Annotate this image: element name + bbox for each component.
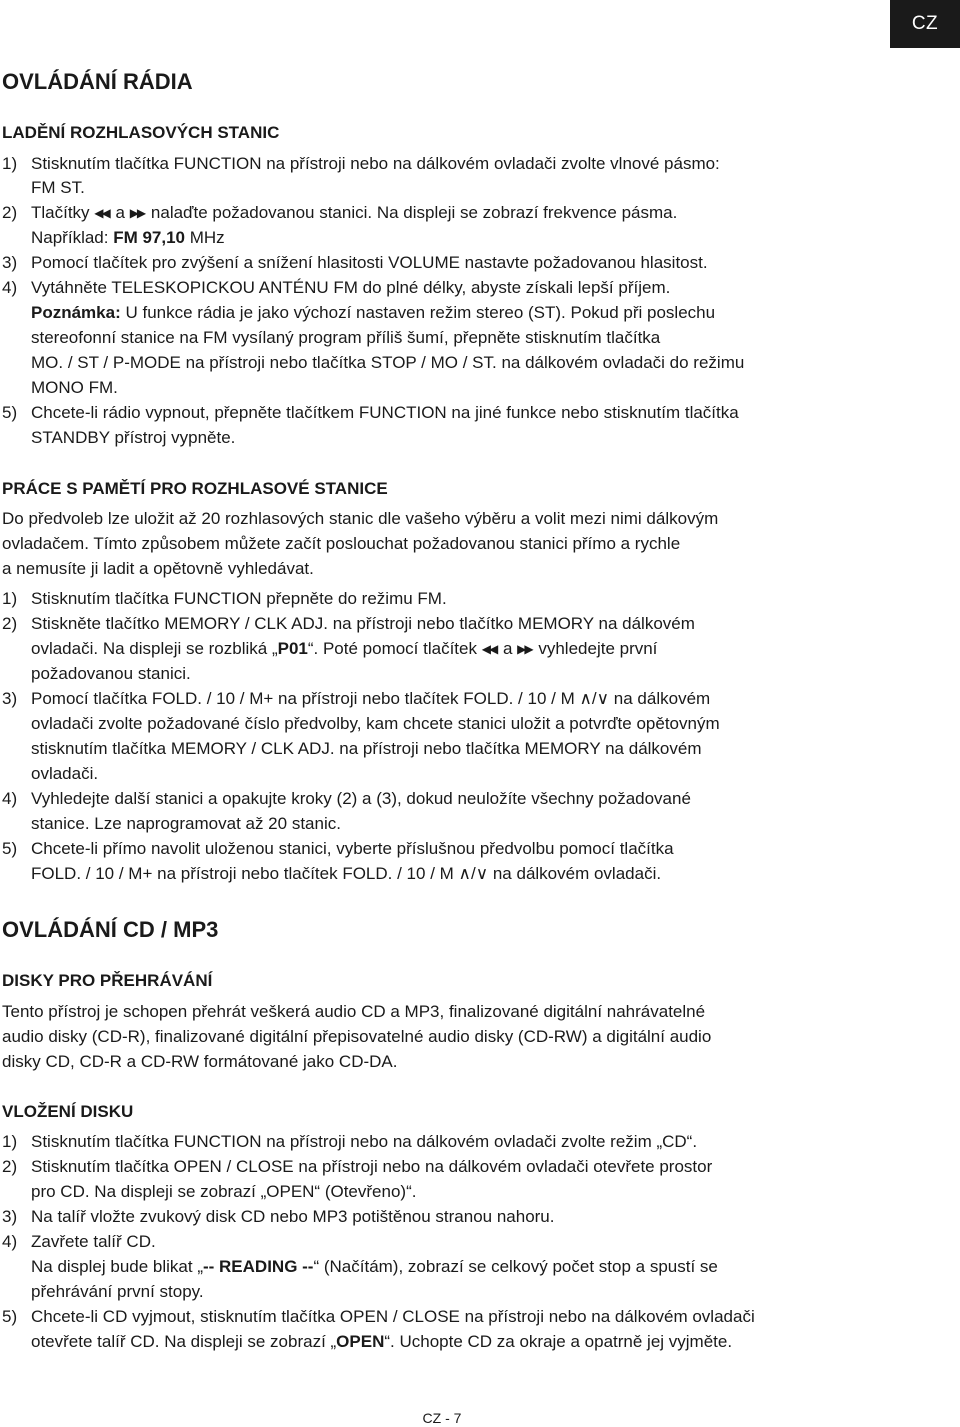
section-title-radio: OVLÁDÁNÍ RÁDIA [2, 69, 193, 94]
insert-step-2-cont: pro CD. Na displeji se zobrazí „OPEN“ (Otevřeno)“. [31, 1182, 417, 1201]
skip-back-icon: ◀◀ [481, 642, 497, 656]
memory-step-2-cont [31, 637, 657, 661]
step-number: 4) [2, 789, 18, 808]
memory-step-2-pre: ovladači. Na displeji se rozbliká „ [31, 639, 278, 658]
tuning-step-1-cont: FM ST. [31, 178, 85, 197]
language-tab: CZ [890, 0, 960, 48]
insert-step-5-cont [31, 1330, 732, 1354]
open-display-text: OPEN [336, 1332, 385, 1351]
open-pre: otevřete talíř CD. Na displeji se zobrazí „ [31, 1332, 337, 1351]
tuning-step-2-post: nalaďte požadovanou stanici. Na displeji se zobrazí frekvence pásma. [150, 203, 678, 222]
memory-intro: a nemusíte ji ladit a opětovně vyhledávat. [2, 559, 314, 578]
reading-display-text: -- READING -- [202, 1257, 314, 1276]
tuning-note-cont: stereofonní stanice na FM vysílaný program příliš šumí, přepněte stisknutím tlačítka [31, 328, 661, 347]
step-number: 2) [2, 614, 18, 633]
step-number: 2) [2, 203, 18, 222]
step-number: 2) [2, 1157, 18, 1176]
section-title-insert: VLOŽENÍ DISKU [2, 1102, 134, 1121]
memory-step-2-mid: a [502, 639, 513, 658]
memory-step-4: Vyhledejte další stanici a opakujte kroky (2) a (3), dokud neuložíte všechny požadované [31, 789, 691, 808]
section-title-cd: OVLÁDÁNÍ CD / MP3 [2, 917, 219, 942]
memory-step-3-cont: ovladači zvolte požadované číslo předvolby, kam chcete stanici uložit a potvrďte opětovným [31, 714, 720, 733]
tuning-step-2-pre: Tlačítky [31, 203, 90, 222]
memory-step-5: Chcete-li přímo navolit uloženou stanici, vyberte příslušnou předvolbu pomocí tlačítka [31, 839, 674, 858]
step-number: 1) [2, 154, 18, 173]
step-number: 3) [2, 253, 18, 272]
memory-step-3-cont: ovladači. [31, 764, 99, 783]
memory-step-5-cont: FOLD. / 10 / M+ na přístroji nebo tlačítek FOLD. / 10 / M ∧/∨ na dálkovém ovladači. [31, 864, 662, 883]
step-number: 1) [2, 589, 18, 608]
step-number: 5) [2, 1307, 18, 1326]
preset-code: P01 [277, 639, 308, 658]
insert-step-5: Chcete-li CD vyjmout, stisknutím tlačítka OPEN / CLOSE na přístroji nebo na dálkovém ovladači [31, 1307, 755, 1326]
step-number: 4) [2, 278, 18, 297]
example-unit: MHz [185, 228, 225, 247]
memory-step-2: Stiskněte tlačítko MEMORY / CLK ADJ. na přístroji nebo tlačítko MEMORY na dálkovém [31, 614, 695, 633]
tuning-note-cont: MONO FM. [31, 378, 118, 397]
tuning-step-5: Chcete-li rádio vypnout, přepněte tlačítkem FUNCTION na jiné funkce nebo stisknutím tlačítka [31, 403, 739, 422]
skip-forward-icon: ▶▶ [517, 642, 532, 656]
insert-step-2: Stisknutím tlačítka OPEN / CLOSE na přístroji nebo na dálkovém ovladači otevřete prostor [31, 1157, 713, 1176]
discs-paragraph: Tento přístroj je schopen přehrát veškerá audio CD a MP3, finalizované digitální nahrávatelné [2, 1002, 706, 1021]
skip-forward-icon: ▶▶ [129, 206, 145, 220]
step-number: 3) [2, 1207, 18, 1226]
reading-post: “ (Načítám), zobrazí se celkový počet stop a spustí se [313, 1257, 718, 1276]
section-title-tuning: LADĚNÍ ROZHLASOVÝCH STANIC [2, 123, 280, 142]
tuning-note-cont: MO. / ST / P-MODE na přístroji nebo tlačítka STOP / MO / ST. na dálkovém ovladači do režimu [31, 353, 745, 372]
step-number: 3) [2, 689, 18, 708]
insert-step-4-cont [31, 1255, 718, 1279]
memory-step-3: Pomocí tlačítka FOLD. / 10 / M+ na přístroji nebo tlačítek FOLD. / 10 / M ∧/∨ na dálkovém [31, 689, 711, 708]
memory-intro: ovladačem. Tímto způsobem můžete začít poslouchat požadovanou stanici přímo a rychle [2, 534, 681, 553]
discs-paragraph: disky CD, CD-R a CD-RW formátované jako CD-DA. [2, 1052, 398, 1071]
memory-step-1: Stisknutím tlačítka FUNCTION přepněte do režimu FM. [31, 589, 447, 608]
tuning-step-1: Stisknutím tlačítka FUNCTION na přístroji nebo na dálkovém ovladači zvolte vlnové pásmo: [31, 154, 720, 173]
memory-step-2-post: “. Poté pomocí tlačítek [307, 639, 477, 658]
step-number: 5) [2, 403, 18, 422]
note-text: U funkce rádia je jako výchozí nastaven režim stereo (ST). Pokud při poslechu [120, 303, 716, 322]
example-pre: Například: [31, 228, 114, 247]
reading-pre: Na displej bude blikat „ [31, 1257, 203, 1276]
section-title-memory: PRÁCE S PAMĚTÍ PRO ROZHLASOVÉ STANICE [2, 479, 388, 498]
tuning-step-5-cont: STANDBY přístroj vypněte. [31, 428, 236, 447]
step-number: 4) [2, 1232, 18, 1251]
memory-intro: Do předvoleb lze uložit až 20 rozhlasových stanic dle vašeho výběru a volit mezi nimi dálkovým [2, 509, 719, 528]
discs-paragraph: audio disky (CD-R), finalizované digitální přepisovatelné audio disky (CD-RW) a digitální audio [2, 1027, 712, 1046]
memory-step-2-cont: požadovanou stanici. [31, 664, 191, 683]
insert-step-4: Zavřete talíř CD. [31, 1232, 156, 1251]
tuning-note [31, 301, 715, 325]
tuning-step-2 [31, 201, 677, 225]
tuning-example [31, 226, 225, 250]
memory-step-2-end: vyhledejte první [538, 639, 658, 658]
section-title-discs: DISKY PRO PŘEHRÁVÁNÍ [2, 971, 213, 990]
page-number: CZ - 7 [422, 1410, 462, 1426]
skip-back-icon: ◀◀ [94, 206, 109, 220]
insert-step-4-cont: přehrávání první stopy. [31, 1282, 204, 1301]
note-label: Poznámka: [31, 303, 121, 322]
example-frequency: FM 97,10 [113, 228, 186, 247]
tuning-step-4: Vytáhněte TELESKOPICKOU ANTÉNU FM do plné délky, abyste získali lepší příjem. [31, 278, 671, 297]
tuning-step-2-mid: a [115, 203, 125, 222]
memory-step-4-cont: stanice. Lze naprogramovat až 20 stanic. [31, 814, 341, 833]
step-number: 1) [2, 1132, 18, 1151]
insert-step-3: Na talíř vložte zvukový disk CD nebo MP3 potištěnou stranou nahoru. [31, 1207, 555, 1226]
tuning-step-3: Pomocí tlačítek pro zvýšení a snížení hlasitosti VOLUME nastavte požadovanou hlasitost. [31, 253, 708, 272]
open-post: “. Uchopte CD za okraje a opatrně jej vyjměte. [384, 1332, 733, 1351]
step-number: 5) [2, 839, 18, 858]
insert-step-1: Stisknutím tlačítka FUNCTION na přístroji nebo na dálkovém ovladači zvolte režim „CD“. [31, 1132, 698, 1151]
memory-step-3-cont: stisknutím tlačítka MEMORY / CLK ADJ. na přístroji nebo tlačítka MEMORY na dálkovém [31, 739, 702, 758]
